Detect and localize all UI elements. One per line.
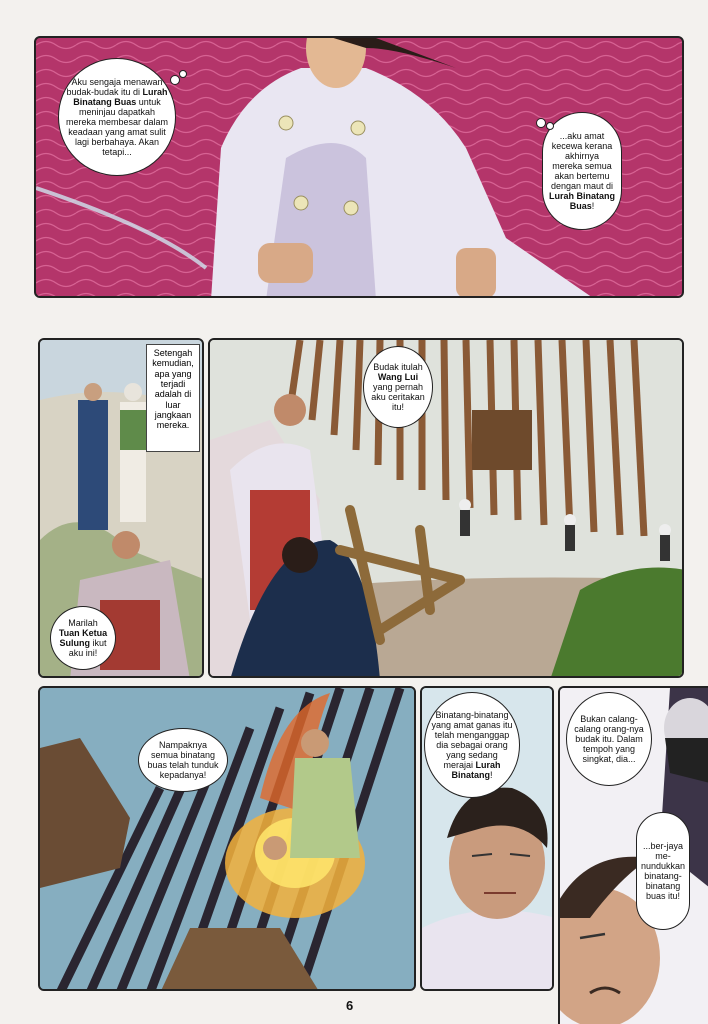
speech-bubble-5 xyxy=(138,728,228,792)
panel-4-art xyxy=(40,688,416,991)
speech-bubble-1 xyxy=(58,58,176,176)
speech-bubble-6 xyxy=(424,692,520,798)
bubble-8-text: ...ber-jaya me-nundukkan binatang-binatang buas itu! xyxy=(640,840,686,902)
panel-4 xyxy=(38,686,416,991)
narration-caption: Setengah kemudian, apa yang terjadi adalah di luar jangkaan mereka. xyxy=(146,344,200,452)
bubble-7-text: Bukan calang-calang orang-nya budak itu. Dalam tempoh yang singkat, dia... xyxy=(574,713,644,765)
speech-bubble-3 xyxy=(363,346,433,428)
bubble-4-text: Marilah Tuan Ketua Sulung ikut aku ini! xyxy=(58,617,108,659)
bubble-3-text: Budak itulah Wang Lui yang pernah aku ceritakan itu! xyxy=(371,361,425,413)
thought-dot xyxy=(170,75,180,85)
speech-bubble-7 xyxy=(566,692,652,786)
bubble-1-text: Aku sengaja menawan budak-budak itu di Lurah Binatang Buas untuk meninjau dapatkah mereka membesar dalam keadaan yang amat sulit lagi berbahaya. Akan tetapi... xyxy=(65,76,169,158)
bubble-5-text: Nampaknya semua binatang buas telah tunduk kepadanya! xyxy=(147,739,219,781)
thought-dot xyxy=(536,118,546,128)
page-number: 6 xyxy=(346,998,354,1013)
speech-bubble-4 xyxy=(50,606,116,670)
speech-bubble-8 xyxy=(636,812,690,930)
panel-3 xyxy=(208,338,684,678)
bubble-6-text: Binatang-binatang yang amat ganas itu telah menganggap dia sebagai orang yang sedang merajai Lurah Binatang! xyxy=(431,709,513,781)
bubble-2-text: ...aku amat kecewa kerana akhirnya mereka semua akan bertemu dengan maut di Lurah Binatang Buas! xyxy=(549,130,616,212)
panel-3-art xyxy=(210,340,684,678)
thought-dot xyxy=(179,70,187,78)
speech-bubble-2 xyxy=(542,112,622,230)
thought-dot xyxy=(546,122,554,130)
